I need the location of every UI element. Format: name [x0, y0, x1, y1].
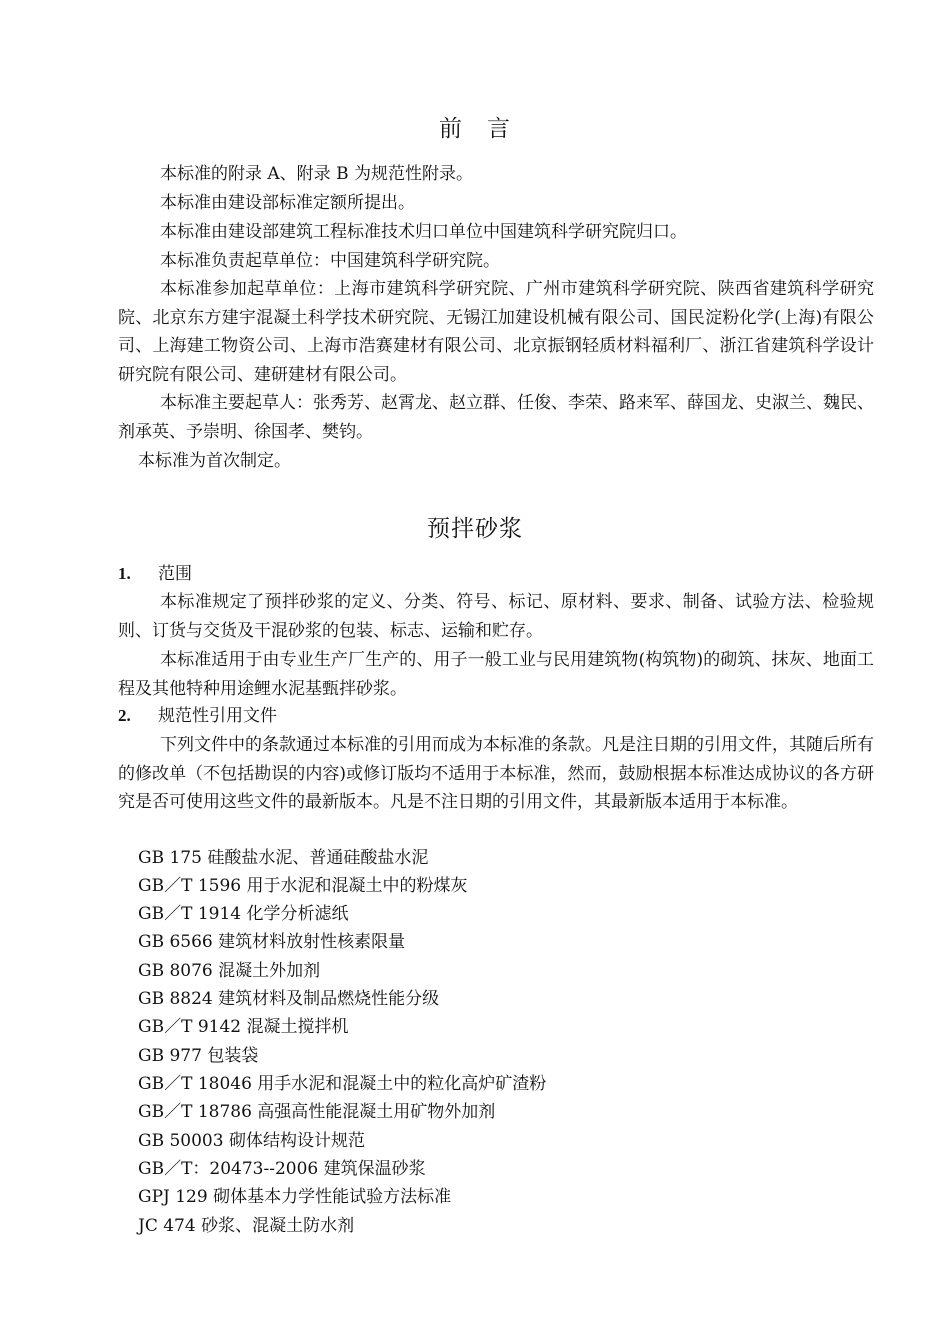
reference-item: GB／T 9142 混凝土搅拌机 — [138, 1017, 349, 1037]
reference-item: JC 474 砂浆、混凝土防水剂 — [138, 1216, 355, 1236]
reference-item: GB 8824 建筑材料及制品燃烧性能分级 — [138, 989, 440, 1009]
section-paragraph: 下列文件中的条款通过本标准的引用而成为本标准的条款。凡是注日期的引用文件，其随后所有的修改单（不包括勘误的内容)或修订版均不适用于本标准，然而，鼓励根据本标准达成协议的各方研究是否可使用这些文件的最新版本。凡是不注日期的引用文件，其最新版本适用于本标准。 — [118, 735, 874, 812]
reference-item: GB 977 包装袋 — [138, 1046, 259, 1066]
reference-item: GB／T：20473--2006 建筑保温砂浆 — [138, 1159, 426, 1179]
section-number: 2. — [118, 706, 131, 725]
section-paragraph: 本标准适用于由专业生产厂生产的、用子一般工业与民用建筑物(构筑物)的砌筑、抹灰、地面工程及其他特种用途鲤水泥基甄拌砂浆。 — [118, 650, 874, 699]
reference-item: GB／T 1914 化学分析滤纸 — [138, 904, 349, 924]
reference-item: GB 175 硅酸盐水泥、普通硅酸盐水泥 — [138, 848, 429, 868]
section-number: 1. — [118, 564, 131, 583]
section-heading — [118, 560, 192, 588]
section-heading-text: 范围 — [158, 564, 192, 584]
section-heading — [118, 702, 277, 730]
section-paragraph: 本标准规定了预拌砂浆的定义、分类、符号、标记、原材料、要求、制备、试验方法、检验规则、订货与交货及干混砂浆的包装、标志、运输和贮存。 — [118, 592, 874, 641]
foreword-paragraph: 本标准负责起草单位：中国建筑科学研究院。 — [160, 251, 500, 271]
foreword-title: 前 言 — [439, 116, 511, 142]
foreword-paragraph: 本标准主要起草人：张秀芳、赵霄龙、赵立群、任俊、李荣、路来军、薛国龙、史淑兰、魏民、剂承英、予崇明、徐国孝、樊钧。 — [118, 393, 874, 442]
foreword-paragraph: 本标准由建设部建筑工程标准技术归口单位中国建筑科学研究院归口。 — [160, 222, 687, 242]
foreword-paragraph: 本标准由建设部标准定额所提出。 — [160, 193, 415, 213]
reference-item: GPJ 129 砌体基本力学性能试验方法标准 — [138, 1187, 452, 1207]
foreword-paragraph: 本标准为首次制定。 — [138, 451, 291, 471]
reference-item: GB 6566 建筑材料放射性核素限量 — [138, 932, 406, 952]
reference-item: GB 8076 混凝土外加剂 — [138, 961, 321, 981]
main-title: 预拌砂浆 — [427, 516, 523, 542]
reference-item: GB 50003 砌体结构设计规范 — [138, 1131, 365, 1151]
foreword-paragraph: 本标准参加起草单位：上海市建筑科学研究院、广州市建筑科学研究院、陕西省建筑科学研究院、北京东方建宇混凝土科学技术研究院、无锡江加建设机械有限公司、国民淀粉化学(上海)有限公司、上海建工物资公司、上海市浩赛建材有限公司、北京振钢轻质材料福利厂、浙江省建筑科学设计研究院有限公司、建研建材有限公司。 — [118, 279, 874, 385]
foreword-paragraph: 本标准的附录 A、附录 B 为规范性附录。 — [160, 164, 473, 184]
reference-item: GB／T 1596 用于水泥和混凝土中的粉煤灰 — [138, 876, 468, 896]
reference-item: GB／T 18046 用手水泥和混凝土中的粒化高炉矿渣粉 — [138, 1074, 547, 1094]
section-heading-text: 规范性引用文件 — [158, 706, 277, 726]
reference-item: GB／T 18786 高强高性能混凝土用矿物外加剂 — [138, 1102, 496, 1122]
